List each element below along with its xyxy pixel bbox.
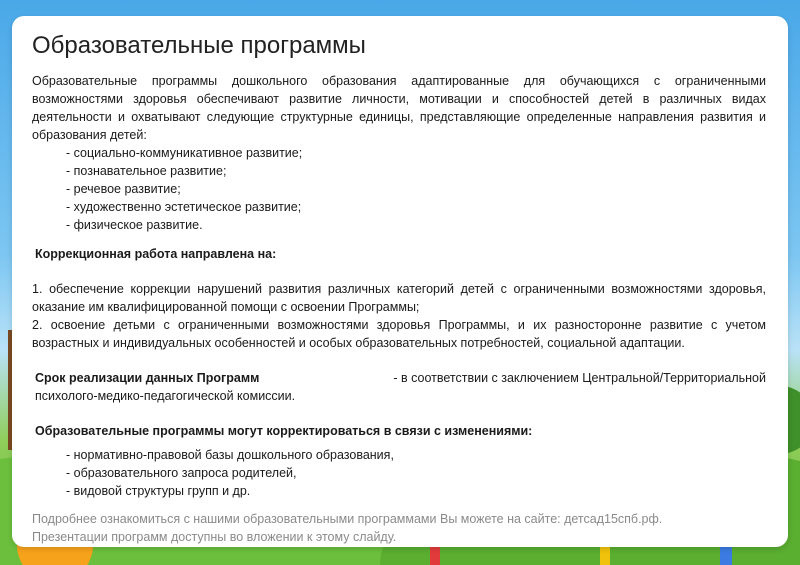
list-item: - социально-коммуникативное развитие; [66,146,303,160]
term-line-2: психолого-медико-педагогической комиссии. [35,389,296,403]
list-item: - художественно эстетическое развитие; [66,200,302,214]
footer-line-2: Презентации программ доступны во вложении к этому слайду. [32,530,397,544]
adjust-heading: Образовательные программы могут корректироваться в связи с изменениями: [35,424,533,438]
footer-line-1: Подробнее ознакомиться с нашими образовательными программами Вы можете на сайте: детсад15спб.рф. [32,512,663,526]
list-item: - физическое развитие. [66,218,203,232]
correction-item-2: 2. освоение детьми с ограниченными возможностями здоровья Программы, и их разносторонне развитие с учетом возрастных и индивидуальных особенностей и особых образовательных потребностей, социальной адаптации. [32,318,766,350]
term-description: - в соответствии с заключением Центральной/Территориальной [393,371,766,385]
list-item: - образовательного запроса родителей, [66,466,297,480]
correction-item-1: 1. обеспечение коррекции нарушений развития различных категорий детей с ограниченными возможностями здоровья, оказание им квалифицированной помощи с освоении Программы; [32,282,766,314]
intro-paragraph: Образовательные программы дошкольного образования адаптированные для обучающихся с ограниченными возможностями здоровья обеспечивают развитие личности, мотивации и способностей детей в различных видах деятельности и охватывают следующие структурные единицы, представляющие определенные направления развития и образования детей: [32,74,766,142]
development-areas-list [32,144,766,234]
list-item: - познавательное развитие; [66,164,227,178]
adjust-list [32,446,766,500]
footer-note [32,510,766,546]
correction-heading: Коррекционная работа направлена на: [35,247,277,261]
list-item: - видовой структуры групп и др. [66,484,251,498]
content-card [12,16,788,547]
term-line [35,369,766,387]
page-title: Образовательные программы [32,32,366,59]
list-item: - речевое развитие; [66,182,181,196]
term-label: Срок реализации данных Программ [35,371,260,385]
list-item: - нормативно-правовой базы дошкольного образования, [66,448,394,462]
